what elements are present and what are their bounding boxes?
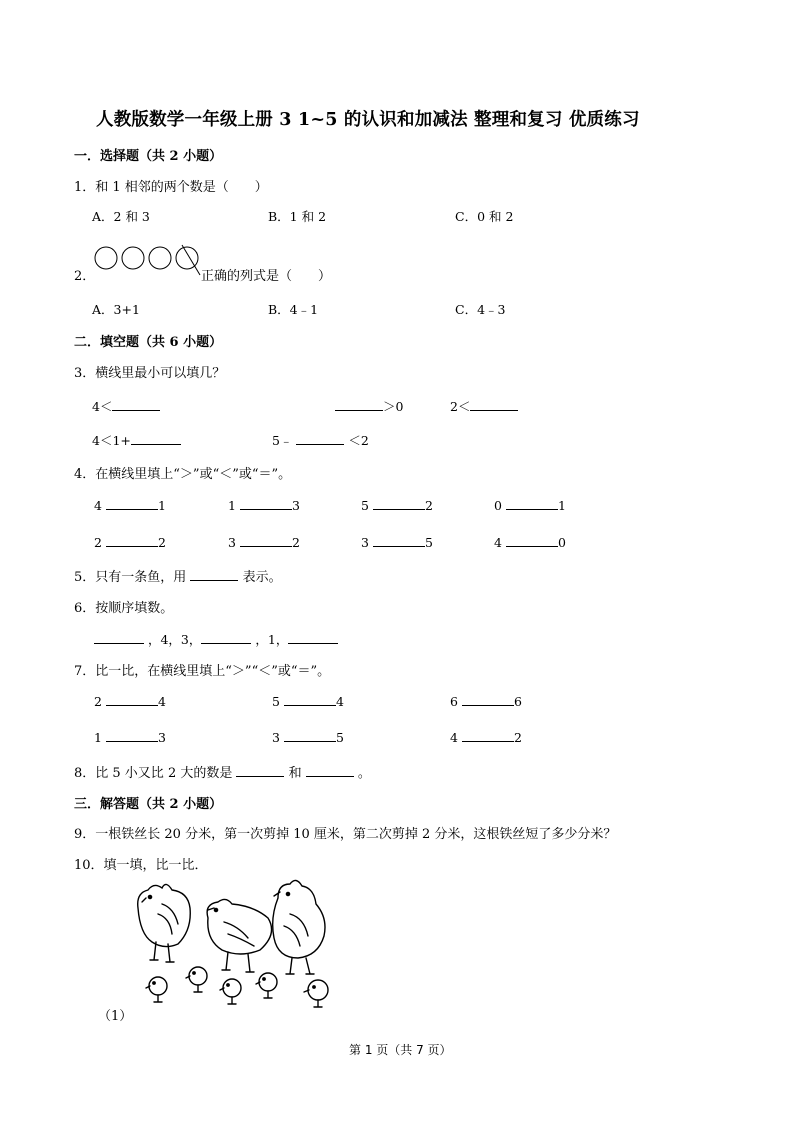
answer-blank[interactable] <box>506 534 558 547</box>
section-heading-choice: 一．选择题（共 2 小题） <box>74 149 223 164</box>
answer-blank[interactable] <box>335 398 383 411</box>
document-title: 人教版数学一年级上册 3 1~5 的认识和加减法 整理和复习 优质练习 <box>96 110 640 130</box>
answer-blank[interactable] <box>131 432 181 445</box>
question-9: 9．一根铁丝长 20 分米，第一次剪掉 10 厘米，第二次剪掉 2 分米，这根铁丝短了多少分米？ <box>74 827 617 842</box>
question-7-stem: 7．比一比，在横线里填上“＞”“＜”或“＝”。 <box>74 664 331 679</box>
answer-blank[interactable] <box>106 497 158 510</box>
circle-3 <box>149 247 171 269</box>
chick-3 <box>223 979 241 997</box>
chick-1 <box>149 977 167 995</box>
answer-blank[interactable] <box>240 497 292 510</box>
q3-item-4: 4＜1+ <box>92 431 181 449</box>
answer-blank[interactable] <box>112 398 160 411</box>
question-2-number: 2． <box>74 269 96 284</box>
circle-1 <box>95 247 117 269</box>
question-1-option-b: B．1 和 2 <box>268 209 327 224</box>
answer-blank[interactable] <box>284 729 336 742</box>
q7-compare-item: 4 2 <box>450 730 522 745</box>
section-heading-fill: 二．填空题（共 6 小题） <box>74 335 223 350</box>
question-2-option-b: B．4﹣1 <box>268 302 319 317</box>
chick-2 <box>189 967 207 985</box>
q4-compare-item: 3 2 <box>228 535 300 550</box>
answer-blank[interactable] <box>306 764 354 777</box>
q3-item-2: ＞0 <box>335 397 403 415</box>
answer-blank[interactable] <box>462 729 514 742</box>
q4-compare-item: 4 1 <box>94 498 166 513</box>
q4-compare-item: 3 5 <box>361 535 433 550</box>
q7-compare-item: 6 6 <box>450 694 522 709</box>
answer-blank[interactable] <box>373 497 425 510</box>
question-6-stem: 6．按顺序填数。 <box>74 601 174 616</box>
answer-blank[interactable] <box>296 432 344 445</box>
answer-blank[interactable] <box>94 631 144 644</box>
question-10-stem: 10．填一填，比一比． <box>74 858 208 873</box>
q3-item-5: 5﹣ ＜2 <box>272 433 369 448</box>
answer-blank[interactable] <box>373 534 425 547</box>
answer-blank[interactable] <box>462 693 514 706</box>
answer-blank[interactable] <box>506 497 558 510</box>
question-10-subpart-label: （1） <box>98 1009 133 1024</box>
crossed-out-stroke <box>182 245 200 275</box>
question-1-stem: 1．和 1 相邻的两个数是（ ） <box>74 180 268 195</box>
question-3-stem: 3．横线里最小可以填几？ <box>74 366 226 381</box>
answer-blank[interactable] <box>288 631 338 644</box>
section-heading-answer: 三．解答题（共 2 小题） <box>74 797 223 812</box>
answer-blank[interactable] <box>106 729 158 742</box>
q7-compare-item: 1 3 <box>94 730 166 745</box>
circle-2 <box>122 247 144 269</box>
q4-compare-item: 0 1 <box>494 498 566 513</box>
answer-blank[interactable] <box>201 631 251 644</box>
q4-compare-item: 1 3 <box>228 498 300 513</box>
chick-5 <box>308 980 328 1000</box>
q3-item-3: 2＜ <box>450 397 518 415</box>
chick-4 <box>259 973 277 991</box>
answer-blank[interactable] <box>190 568 238 581</box>
circles-figure <box>94 244 206 276</box>
page-footer: 第 1 页（共 7 页） <box>349 1043 452 1057</box>
q3-item-1: 4＜ <box>92 397 160 415</box>
hen-2 <box>207 899 271 954</box>
answer-blank[interactable] <box>106 693 158 706</box>
hen-1 <box>138 884 191 946</box>
answer-blank[interactable] <box>106 534 158 547</box>
question-2-stem: 正确的列式是（ ） <box>201 269 332 284</box>
answer-blank[interactable] <box>240 534 292 547</box>
question-2-option-a: A．3+1 <box>92 302 140 317</box>
q4-compare-item: 4 0 <box>494 535 566 550</box>
question-6-sequence: ，4，3， ，1， <box>94 630 338 648</box>
q4-compare-item: 2 2 <box>94 535 166 550</box>
answer-blank[interactable] <box>236 764 284 777</box>
question-1-option-a: A．2 和 3 <box>92 209 150 224</box>
q7-compare-item: 3 5 <box>272 730 344 745</box>
q7-compare-item: 2 4 <box>94 694 166 709</box>
question-1-option-c: C．0 和 2 <box>455 209 514 224</box>
question-8: 8．比 5 小又比 2 大的数是 和 。 <box>74 766 371 781</box>
question-5: 5．只有一条鱼，用 表示。 <box>74 570 282 585</box>
q4-compare-item: 5 2 <box>361 498 433 513</box>
question-4-stem: 4．在横线里填上“＞”或“＜”或“＝”。 <box>74 467 292 482</box>
answer-blank[interactable] <box>284 693 336 706</box>
answer-blank[interactable] <box>470 398 518 411</box>
chickens-illustration <box>128 878 348 1013</box>
question-2-option-c: C．4﹣3 <box>455 302 506 317</box>
q7-compare-item: 5 4 <box>272 694 344 709</box>
